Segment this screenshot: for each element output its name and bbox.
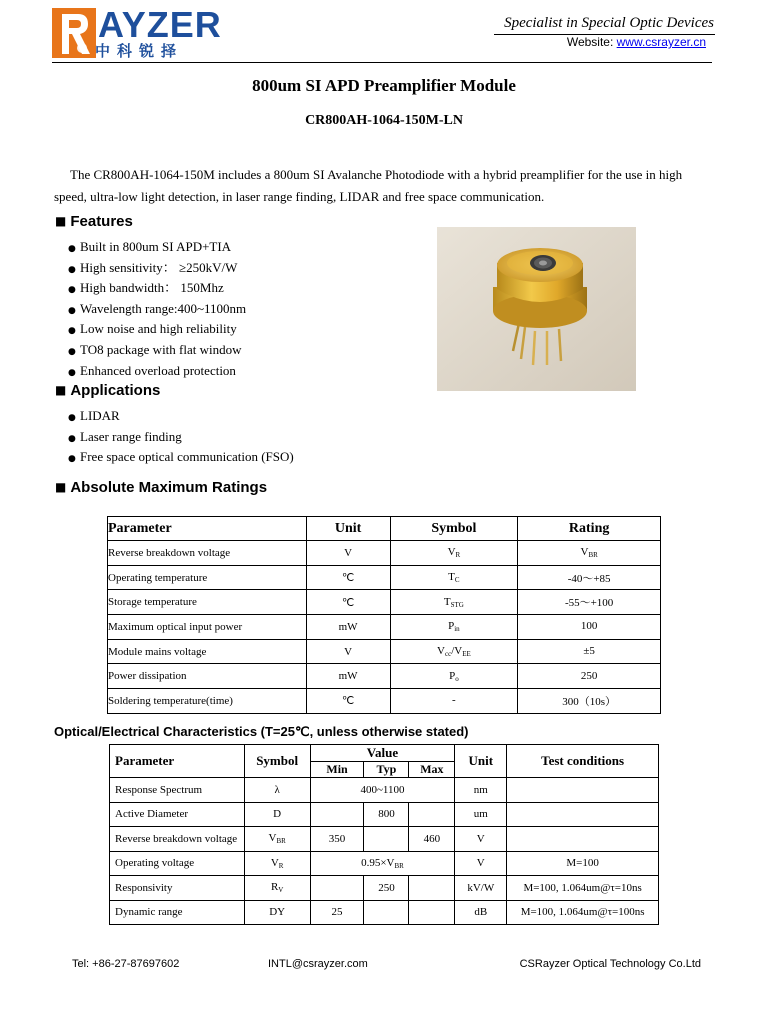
amr-rating: $V_{BR}$	[518, 541, 661, 566]
oe-symbol: λ	[244, 778, 310, 803]
oe-header-min: Min	[310, 761, 364, 778]
oe-param: Response Spectrum	[110, 778, 245, 803]
bullet-dot-icon: ●	[68, 346, 76, 357]
model-number: CR800AH-1064-150M-LN	[305, 113, 463, 128]
website-line	[470, 35, 706, 49]
oe-header-row	[110, 745, 659, 762]
application-item	[68, 427, 294, 448]
oe-typ: 800	[364, 802, 409, 827]
list-item-text: TO8 package with flat window	[80, 341, 242, 357]
amr-param: Soldering temperature(time)	[108, 689, 307, 714]
footer-phone: Tel: +86-27-87697602	[72, 958, 180, 970]
website-label: Website:	[566, 35, 614, 49]
oe-unit: V	[455, 851, 507, 876]
oe-param: Reverse breakdown voltage	[110, 827, 245, 852]
amr-rating: 300（10s）	[518, 689, 661, 714]
amr-rating: -40～+85	[518, 565, 661, 590]
table-row	[108, 565, 661, 590]
bullet-dot-icon: ●	[68, 433, 76, 444]
amr-param: Storage temperature	[108, 590, 307, 615]
amr-unit: ℃	[306, 565, 390, 590]
oe-unit: V	[455, 827, 507, 852]
oe-max	[409, 900, 455, 925]
logo-wordmark: AYZER	[98, 4, 222, 45]
features-heading: ■ Features	[55, 213, 133, 230]
oe-heading: Optical/Electrical Characteristics (T=25℃, unless otherwise stated)	[54, 724, 469, 739]
footer-company: CSRayzer Optical Technology Co.Ltd	[519, 958, 701, 970]
bullet-dot-icon: ●	[68, 244, 76, 254]
amr-unit: mW	[306, 615, 390, 640]
amr-header-rating: Rating	[518, 517, 661, 541]
oe-header-max: Max	[409, 761, 455, 778]
amr-symbol: $P_o$	[390, 664, 518, 689]
table-row	[110, 827, 659, 852]
application-item	[68, 447, 294, 468]
list-item-text: Built in 800um SI APD+TIA	[80, 239, 232, 254]
footer-email[interactable]: INTL@csrayzer.com	[268, 958, 368, 970]
table-row	[110, 802, 659, 827]
amr-rating: -55～+100	[518, 590, 661, 615]
oe-header-typ: Typ	[364, 761, 409, 778]
square-bullet-icon: ■	[55, 214, 67, 228]
oe-unit: um	[455, 802, 507, 827]
oe-min: 350	[310, 827, 364, 852]
oe-param: Active Diameter	[110, 802, 245, 827]
oe-header-parameter: Parameter	[110, 745, 245, 778]
oe-header-unit: Unit	[455, 745, 507, 778]
amr-header-unit: Unit	[306, 517, 390, 541]
list-item-text: Laser range finding	[80, 428, 182, 444]
amr-header-row	[108, 517, 661, 541]
oe-typ	[364, 827, 409, 852]
table-row	[108, 590, 661, 615]
amr-rating: 250	[518, 664, 661, 689]
oe-max	[409, 802, 455, 827]
oe-max: 460	[409, 827, 455, 852]
amr-rating: 100	[518, 615, 661, 640]
list-item-text: LIDAR	[80, 408, 120, 423]
feature-item	[68, 340, 246, 361]
company-slogan: Specialist in Special Optic Devices	[504, 15, 714, 31]
feature-item	[68, 278, 246, 299]
list-item-text: High sensitivity： ≥250kV/W	[80, 259, 238, 275]
oe-test: M=100	[507, 851, 659, 876]
amr-symbol: $V_{cc}/V_{EE}$	[390, 639, 518, 664]
document-title: 800um SI APD Preamplifier Module	[252, 76, 516, 95]
table-row	[108, 689, 661, 714]
square-bullet-icon: ■	[55, 383, 67, 397]
amr-symbol: $T_{STG}$	[390, 590, 518, 615]
oe-param: Dynamic range	[110, 900, 245, 925]
amr-param: Maximum optical input power	[108, 615, 307, 640]
list-item-text: Enhanced overload protection	[80, 362, 236, 378]
oe-test: M=100, 1.064um@τ=100ns	[507, 900, 659, 925]
table-row	[110, 851, 659, 876]
amr-param: Reverse breakdown voltage	[108, 541, 307, 566]
amr-param: Module mains voltage	[108, 639, 307, 664]
oe-param: Responsivity	[110, 876, 245, 901]
list-item-text: Free space optical communication (FSO)	[80, 449, 294, 465]
amr-symbol: $T_C$	[390, 565, 518, 590]
amr-unit: ℃	[306, 689, 390, 714]
oe-value-range: 400~1100	[310, 778, 455, 803]
oe-header-test: Test conditions	[507, 745, 659, 778]
amr-unit: V	[306, 541, 390, 566]
amr-header-parameter: Parameter	[108, 517, 307, 541]
applications-heading: ■ Applications	[55, 382, 161, 399]
list-item-text: Wavelength range:400~1100nm	[80, 300, 247, 316]
oe-test	[507, 778, 659, 803]
amr-unit: V	[306, 639, 390, 664]
list-item-text: High bandwidth： 150Mhz	[80, 280, 224, 296]
oe-min: 25	[310, 900, 364, 925]
oe-header-value: Value	[310, 745, 455, 762]
amr-symbol: $V_R$	[390, 541, 518, 566]
amr-rating: ±5	[518, 639, 661, 664]
oe-typ	[364, 900, 409, 925]
features-list	[68, 237, 246, 381]
oe-unit: nm	[455, 778, 507, 803]
logo-chinese-name: 中科锐择	[95, 42, 184, 60]
list-item-text: Low noise and high reliability	[80, 321, 237, 337]
oe-min	[310, 876, 364, 901]
feature-item	[68, 361, 246, 382]
table-row	[108, 615, 661, 640]
table-row	[110, 778, 659, 803]
application-item	[68, 406, 294, 427]
amr-symbol: $P_{in}$	[390, 615, 518, 640]
bullet-dot-icon: ●	[68, 454, 76, 465]
oe-max	[409, 876, 455, 901]
table-row	[110, 876, 659, 901]
amr-header-symbol: Symbol	[390, 517, 518, 541]
oe-symbol: $V_R$	[244, 851, 310, 876]
oe-value-range: $0.95\times V_{BR}$	[310, 851, 455, 876]
bullet-dot-icon: ●	[68, 413, 76, 423]
feature-item	[68, 258, 246, 279]
bullet-dot-icon: ●	[68, 367, 76, 378]
amr-param: Power dissipation	[108, 664, 307, 689]
oe-param: Operating voltage	[110, 851, 245, 876]
bullet-dot-icon: ●	[68, 305, 76, 316]
oe-header-symbol: Symbol	[244, 745, 310, 778]
oe-test	[507, 802, 659, 827]
oe-test	[507, 827, 659, 852]
table-row	[108, 664, 661, 689]
feature-item	[68, 319, 246, 340]
oe-unit: dB	[455, 900, 507, 925]
oe-symbol: D	[244, 802, 310, 827]
oe-unit: kV/W	[455, 876, 507, 901]
oe-table	[109, 744, 659, 925]
amr-heading: ■ Absolute Maximum Ratings	[55, 479, 268, 496]
amr-param: Operating temperature	[108, 565, 307, 590]
table-row	[108, 639, 661, 664]
square-bullet-icon: ■	[55, 480, 67, 494]
table-row	[110, 900, 659, 925]
oe-min	[310, 802, 364, 827]
amr-unit: ℃	[306, 590, 390, 615]
website-link[interactable]: www.csrayzer.cn	[616, 35, 706, 49]
bullet-dot-icon: ●	[68, 264, 76, 275]
oe-symbol: DY	[244, 900, 310, 925]
amr-table	[107, 516, 661, 714]
amr-symbol: -	[390, 689, 518, 714]
oe-test: M=100, 1.064um@τ=10ns	[507, 876, 659, 901]
applications-list	[68, 406, 294, 468]
product-photo	[437, 227, 636, 391]
feature-item	[68, 299, 246, 320]
table-row	[108, 541, 661, 566]
header-divider	[52, 62, 712, 63]
oe-typ: 250	[364, 876, 409, 901]
bullet-dot-icon: ●	[68, 326, 76, 337]
bullet-dot-icon: ●	[68, 285, 76, 296]
intro-paragraph: The CR800AH-1064-150M includes a 800um SI Avalanche Photodiode with a hybrid preamplifier for the use in high speed, ultra-low light detection, in laser range finding, LIDAR and free space communication.	[54, 167, 683, 204]
oe-symbol: $R_V$	[244, 876, 310, 901]
amr-unit: mW	[306, 664, 390, 689]
feature-item	[68, 237, 246, 258]
oe-symbol: $V_{BR}$	[244, 827, 310, 852]
